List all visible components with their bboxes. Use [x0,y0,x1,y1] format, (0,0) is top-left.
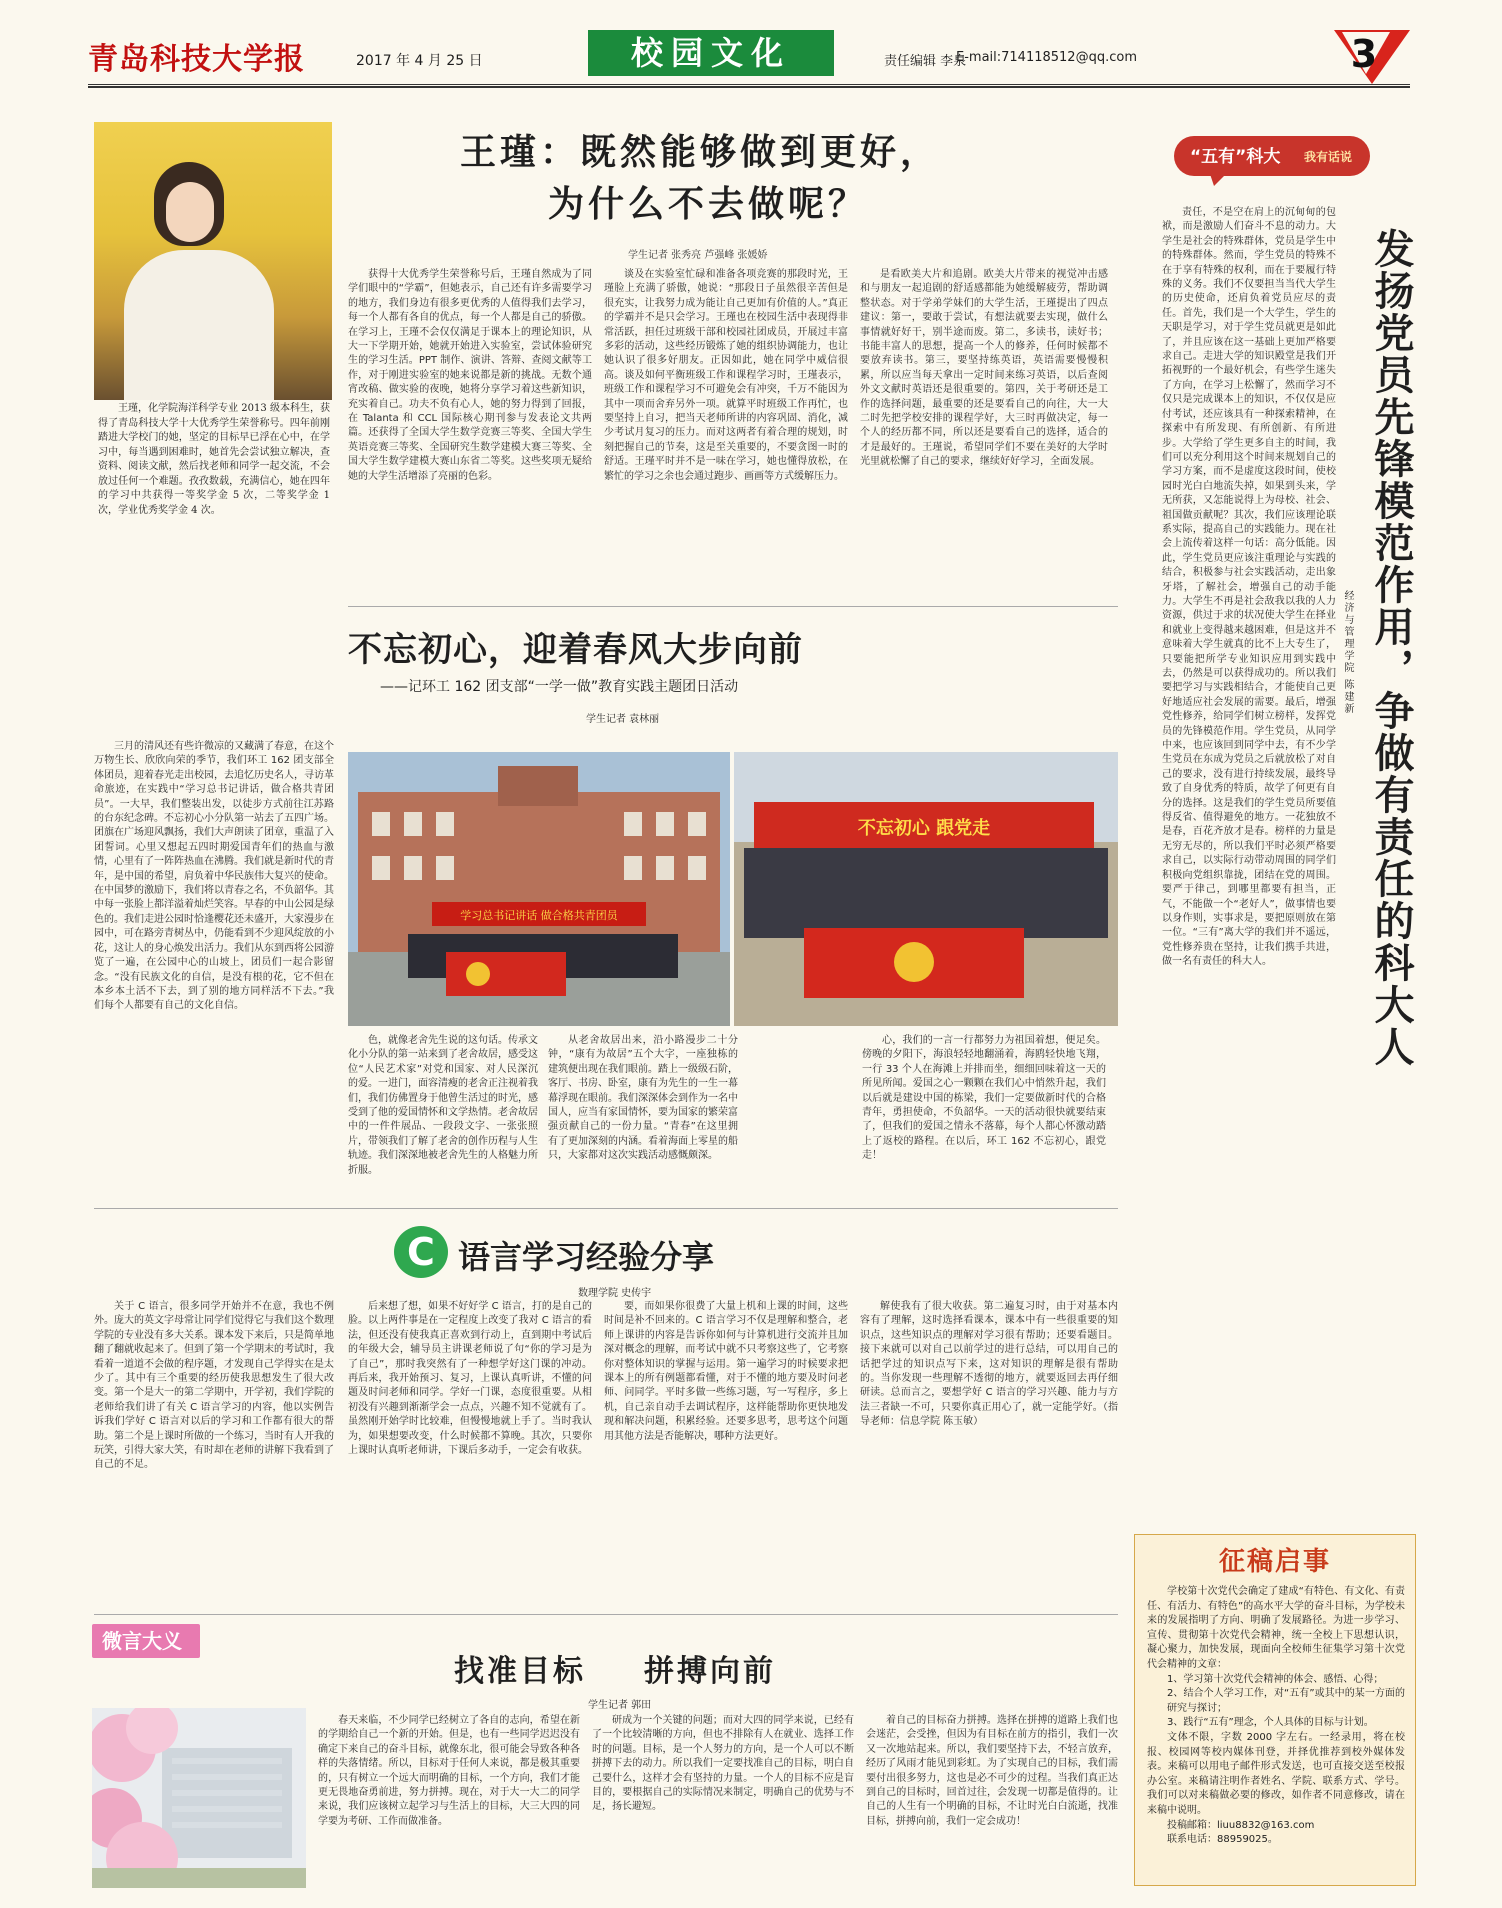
call-for-papers-email: 投稿邮箱：liuu8832@163.com [1167,1819,1315,1831]
rightcol-body: 责任，不是空在肩上的沉甸甸的包袱，而是激励人们奋斗不息的动力。大学生是社会的特殊群体，党员是学生中的特殊群体。然而，学生党员的特殊不在于享有特殊的权利，而在于要履行特殊的义务。我们不仅要担当当代大学生的历史使命，还肩负着党员应尽的责任。首先，我们是一个大学生，学生的天职是学习，对于学生党员就更是如此了，并且应该在这一基础上更加严格要求自己。走进大学的知识殿堂是我们开拓视野的一个最好机会，有些学生迷失了方向，在学习上松懈了，然而学习不仅只是完成课本上的知识，不仅仅是应付考试，还应该具有一种探索精神，在探索中有所发现、有所创新、有所进步。大学给了学生更多自主的时间，我们可以充分利用这个时间来规划自己的学习方案，而不是虚度这段时间，使校园时光白白地流失掉，如果到头来，学无所获，又怎能说得上为母校、社会、祖国做贡献呢？其次，我们应该理论联系实际，提高自己的实践能力。现在社会上流传着这样一句话：高分低能。因此，学生党员更应该注重理论与实践的结合，积极参与社会实践活动，走出象牙塔，了解社会，增强自己的动手能力。大学生不再是社会敌我以我的人力资源，供过于求的状况使大学生在择业和就业上变得越来越困难，但是这并不意味着大学生就真的比不上大专生了，只要能把所学专业知识应用到实践中去，仍然是可以获得成功的。所以我们要把学习与实践相结合，才能使自己更好地适应社会发展的需要。最后，增强党性修养，给同学们树立榜样，发挥党员的先锋模范作用。学生党员，从同学中来，也应该回到同学中去，有不少学生党员在东成为党员之后就放松了对自己的要求，没有进行持续发展，最终导致了自身优秀的特质，故学了何更有自分的选择。这是我们的学生党员所要值得反省、值得避免的地方。一花独放不是春，百花齐放才是春。榜样的力量是无穷无尽的，所以我们平时必须严格要求自己，以实际行动带动周围的同学们积极向党组织靠拢，团结在党的周围。要严于律己，到哪里都要有担当，正气，不能做一个“老好人”，做事情也要以身作则，实事求是，要把原则放在第一位。“三有”离大学的我们并不遥远，党性修养贵在坚持，让我们携手共进，做一名有责任的科大人。 [1162,207,1336,968]
banner-text-1: 学习总书记讲话 做合格共青团员 [460,909,618,922]
article3-column-2: 后来想了想，如果不好好学 C 语言，打的是自己的脸。以上两件事是在一定程度上改变了我对 C 语言的看法，但还没有使我真正喜欢到行动上，直到期中考试后的年级大会，辅导员主讲课老师说了句“你的学习是为了自己”，那时我突然有了一种想学好这门课的冲动。再后来，我开始预习、复习，上课认真听讲，不懂的问题及时问老师和同学。学好一门课，态度很重要。从相初没有兴趣到渐渐学会一点点，兴趣不知不觉就有了。虽然刚开始学时比较难，但慢慢地就上手了。当时我认为，如果想要改变，什么时候都不算晚。其次，只要你上课时认真听老师讲，下课后多动手，一定会有收获。 [348,1301,592,1457]
article4-byline: 学生记者 郭田 [588,1700,652,1711]
responsible-editor: 责任编辑 李泉 [884,54,967,69]
masthead [88,30,1410,82]
portrait-photo [94,122,332,400]
page-number-badge [1334,28,1410,84]
section-divider [348,606,1118,607]
group-photo-beach [734,752,1118,1026]
section-title: 校园文化 [588,30,834,76]
group-photo-building [348,752,730,1026]
banner-text-2: 不忘初心 跟党走 [857,818,991,839]
article1-column-2: 谈及在实验室忙碌和准备各项竞赛的那段时光，王瑾脸上充满了骄傲，她说：“那段日子虽然很辛苦但是很充实，让我努力成为能让自己更加有价值的人。”真正的学霸并不是只会学习。王瑾也在校园生活中表现得非常活跃，担任过班级干部和校园社团成员，开展过丰富多彩的活动，这些经历锻炼了她的组织协调能力，也让她认识了很多好朋友。正因如此，她在同学中威信很高。谈及如何平衡班级工作和课程学习时，王瑾表示，班级工作和课程学习不可避免会有冲突，千万不能因为其中一项而舍弃另外一项。就算平时班级工作再忙，也要坚持上自习，把当天老师所讲的内容巩固、消化，减少考试月复习的压力。而对这两者有着合理的规划，时刻把握自己的节奏，这是至关重要的，不要贪图一时的舒适。王瑾平时并不是一味在学习，她也懂得放松，在繁忙的学习之余也会通过跑步、画画等方式缓解压力。 [604,269,848,482]
page-number: 3 [1350,32,1378,76]
article4-title-part1: 找准目标 [454,1654,586,1689]
weiyan-section-tag: 微言大义 [92,1624,200,1658]
campus-blossom-image [92,1708,306,1888]
section-divider [94,1208,1118,1209]
call-for-papers-item: 1、学习第十次党代会精神的体会、感悟、心得； [1167,1673,1384,1685]
section-divider [94,1614,1118,1615]
article1-title-line1: 王瑾：既然能够做到更好， [460,131,941,173]
article2-column-1: 三月的清风还有些许微凉的又藏满了春意，在这个万物生长、欣欣向荣的季节，我们环工 162 团支部全体团员，迎着春光走出校园，去追忆历史名人，寻访革命旅迹，在实践中“学习总书记讲话，做合格共青团员”。一大早，我们整装出发，以徒步方式前往江苏路的台东纪念碑。不忘初心小分队第一站去了五四广场。团旗在广场迎风飘扬，我们大声朗读了团章，重温了入团誓词。心里又想起五四时期爱国青年们的热血与激情，心里有了一阵阵热血在沸腾。我们就是新时代的青年，是中国的希望，肩负着中华民族伟大复兴的使命。在中国梦的激励下，我们将以青春之名，不负韶华。其中每一张脸上都洋溢着灿烂笑容。早春的中山公园是绿色的。我们走进公园时恰逢樱花还未盛开，大家漫步在园中，可在路旁青树丛中，仍能看到不少迎风绽放的小花，这让人的身心焕发出活力。我们从东到西将公园游览了一遍，在公园中心的山坡上，团员们一起合影留念。“没有民族文化的自信，是没有根的花，它不但在本乡本土活不下去，到了别的地方同样活不下去。”我们每个人都要有自己的文化自信。 [94,741,334,1012]
wuyou-tag-main: “五有”科大 [1190,147,1281,167]
article1-column-3: 是看欧美大片和追剧。欧美大片带来的视觉冲击感和与朋友一起追剧的舒适感都能为她缓解疲劳，帮助调整状态。对于学弟学妹们的大学生活，王瑾提出了四点建议：第一，要敢于尝试，有想法就要去实现，做什么事情就好好干，别半途而废。第二，多读书，读好书；书能丰富人的思想，提高一个人的修养，任何时候都不要放弃读书。第三，要坚持练英语，英语需要慢慢积累，所以应当每天拿出一定时间来练习英语，以后查阅外文文献时英语还是很重要的。第四，关于考研还是工作的选择问题，最重要的还是要看自己的向往，大一大二时先把学校安排的课程学好，大三时再做决定，每一个人的经历都不同，所以还是要看自己的选择，适合的才是最好的。王瑾说，希望同学们不要在美好的大学时光里就松懈了自己的要求，继续好好学习，全面发展。 [860,269,1108,468]
wuyou-column-tag [1170,130,1380,186]
call-for-papers-box [1134,1534,1416,1886]
article2-byline: 学生记者 袁林丽 [586,714,660,725]
article4-column-1: 春天来临，不少同学已经树立了各自的志向，希望在新的学期给自己一个新的开始。但是，也有一些同学迟迟没有确定下来自己的奋斗目标，就像东北，很可能会导致各种各样的失落情绪。所以，目标对于任何人来说，都是极其重要的，只有树立一个远大而明确的目标，一个方向，我们才能更无畏地奋勇前进，努力拼搏。现在，对于大一大二的同学来说，我们应该树立起学习与生活上的目标，大三大四的同学要为考研、工作而做准备。 [318,1715,580,1827]
article1-column-1: 获得十大优秀学生荣誉称号后，王瑾自然成为了同学们眼中的“学霸”，但她表示，自己还有许多需要学习的地方，我们身边有很多更优秀的人值得我们去学习，每一个人都有各自的优点，每一个人都是自己的骄傲。在学习上，王瑾不会仅仅满足于课本上的理论知识，从大一下学期开始，她就开始进入实验室，尝试体验研究生的学习生活。PPT 制作、演讲、答辩、查阅文献等工作，对于刚进实验室的她来说都是新的挑战。无数个通宵改稿、做实验的夜晚，她将分享学习着这些新知识，充实着自己。功夫不负有心人，她的努力得到了回报，在 Talanta 和 CCL 国际核心期刊参与发表论文共两篇。还获得了全国大学生数学竞赛三等奖、全国大学生英语竞赛三等奖、全国研究生数学建模大赛三等奖、全国大学生数学建模大赛山东省二等奖。这些奖项无疑给她的大学生活增添了亮丽的色彩。 [348,269,592,482]
masthead-rule [88,84,1410,88]
campus-blossom-photo [92,1708,306,1888]
article3-byline: 数理学院 史传宇 [578,1288,652,1299]
article4-column-3: 着自己的目标奋力拼搏。选择在拼搏的道路上我们也会迷茫，会受挫，但因为有目标在前方的指引，我们一次又一次地站起来。所以，我们要坚持下去，不轻言放弃，经历了风雨才能见到彩虹。为了实现自己的目标，我们需要付出很多努力，这也是必不可少的过程。当我们真正达到自己的目标时，回首过往，会发现一切都是值得的。让自己的人生有一个明确的目标，不让时光白白流逝，找准目标，拼搏向前，我们一定会成功！ [866,1715,1118,1827]
article1-title-line2: 为什么不去做呢？ [548,183,869,225]
article1-byline: 学生记者 张秀亮 芦强峰 张媛娇 [628,250,768,261]
call-for-papers-phone: 联系电话：88959025。 [1167,1834,1278,1846]
newspaper-logo: 青岛科技大学报 [88,42,305,77]
c-language-logo: C [394,1226,448,1278]
call-for-papers-item: 3、践行“五有”理念，个人具体的目标与计划。 [1167,1717,1374,1729]
call-for-papers-title: 征稿启事 [1218,1547,1331,1577]
article3-column-3: 要，而如果你很费了大量上机和上课的时间，这些时间是补不回来的。C 语言学习不仅是理解和整合，老师上课讲的内容是告诉你如何与计算机进行交流并且加深对概念的理解，而考试中就不只考察这些了，它考察你对整体知识的掌握与运用。第一遍学习的时候要求把课本上的所有例题都看懂，对于不懂的地方要及时问老师、问同学。平时多做一些练习题，写一写程序，多上机，自己亲自动手去调试程序，这样能帮助你更快地发现和解决问题，积累经验。还要多思考，思考这个问题用其他方法是否能解决，哪种方法更好。 [604,1301,848,1442]
article2-column-3: 从老舍故居出来，沿小路漫步二十分钟，“康有为故居”五个大字，一座独栋的建筑便出现在我们眼前。踏上一级级石阶，客厅、书房、卧室，康有为先生的一生一幕幕浮现在眼前。我们深深体会到作为一名中国人，应当有家国情怀，要为国家的繁荣富强贡献自己的一份力量。“青春”在这里拥有了更加深刻的内涵。看着海面上零星的船只，大家都对这次实践活动感慨颇深。 [548,1035,738,1162]
wuyou-tag-sub: 我有话说 [1304,150,1353,164]
article2-column-4: 心，我们的一言一行都努力为祖国着想，便足矣。傍晚的夕阳下，海浪轻轻地翻涌着，海鸥轻快地飞翔，一行 33 个人在海滩上并排而坐，细细回味着这一天的所见所闻。爱国之心一颗颗在我们心中悄然升起，我们以后就是建设中国的栋梁，我们一定要做新时代的合格青年，勇担使命，不负韶华。一天的活动很快就要结束了，但我们的爱国之情永不落幕，每个人都心怀激动踏上了返校的路程。在以后，环工 162 不忘初心，跟党走！ [862,1035,1106,1162]
call-for-papers-body [1147,1585,1405,1848]
call-for-papers-item: 2、结合个人学习工作，对“五有”或其中的某一方面的研究与探讨； [1167,1688,1405,1714]
article2-column-2: 色，就像老舍先生说的这句话。传承文化小分队的第一站来到了老舍故居，感受这位“人民艺术家”对党和国家、对人民深沉的爱。一进门，面容清瘦的老舍正注视着我们，我们仿佛置身于他曾生活过的时光，感受到了他的爱国情怀和文学热情。老舍故居中的一件件展品、一段段文字、一张张照片，带领我们了解了老舍的创作历程与人生轨迹。我们深深地被老舍先生的人格魅力所折服。 [348,1035,538,1176]
call-for-papers-requirements: 文体不限，字数 2000 字左右。一经录用，将在校报、校园网等校内媒体刊登，并择优推荐到校外媒体发表。来稿可以用电子邮件形式发送，也可直接交送至校报办公室。来稿请注明作者姓名、学院、联系方式、学号。我们可以对来稿做必要的修改，如作者不同意修改，请在来稿中说明。 [1147,1731,1405,1816]
rightcol-author: 经济与管理学院 陈建新 [1342,590,1353,716]
article2-title: 不忘初心，迎着春风大步向前 [348,630,803,670]
article4-column-2: 研成为一个关键的问题；而对大四的同学来说，已经有了一个比较清晰的方向，但也不排除有人在就业、选择工作时的问题。目标，是一个人努力的方向，是一个人可以不断拼搏下去的动力。所以我们一定要找准自己的目标，明白自己要什么，这样才会有坚持的力量。一个人的目标不应是盲目的，要根据自己的实际情况来制定，明确自己的优势与不足，扬长避短。 [592,1715,854,1813]
article3-column-1: 关于 C 语言，很多同学开始并不在意，我也不例外。庞大的英文字母常让同学们觉得它与我们这个数理学院的专业没有多大关系。课本发下来后，只是简单地翻了翻就收起来了。但到了第一个学期末的考试时，我看着一道道不会做的程序题，才发现自己学得实在是太少了。其中有三个重要的经历使我思想发生了很大改变。第一个是大一的第二学期中，开学初，我们学院的老师给我们讲了有关 C 语言学习的内容，他以实例告诉我们学好 C 语言对以后的学习和工作都有很大的帮助。第二个是上课时所做的一个练习，当时有人开我的玩笑，引得大家大笑，有时却在老师的讲解下我看到了自己的不足。 [94,1301,334,1471]
article3-column-4: 解使我有了很大收获。第二遍复习时，由于对基本内容有了理解，这时选择看课本，课本中有一些很重要的知识点，这些知识点的理解对学习很有帮助；还要看题目。接下来就可以对自己以前学过的进行总结，可以用自己的话把学过的知识点写下来，这对知识的理解是很有帮助的。当你发现一些理解不透彻的地方，就要返回去再仔细研读。总而言之，要想学好 C 语言的学习兴趣、能力与方法三者缺一不可，只要你真正用心了，就一定能学好。（指导老师：信息学院 陈玉敏） [860,1301,1118,1428]
portrait-caption: 王瑾，化学院海洋科学专业 2013 级本科生，获得了青岛科技大学十大优秀学生荣誉称号。四年前刚踏进大学校门的她，坚定的目标早已浮在心中，在学习中，每当遇到困难时，她首先会尝试独立解决，查资料、阅读文献，然后找老师和同学一起交流，不会放过任何一个难题。孜孜数载，充满信心，她在四年的学习中共获得一等奖学金 5 次，二等奖学金 1 次，学业优秀奖学金 4 次。 [98,403,330,516]
group-photo-building-image [348,752,730,1026]
article2-subtitle: ——记环工 162 团支部“一学一做”教育实践主题团日活动 [380,679,739,695]
group-photo-beach-image [734,752,1118,1026]
article4-title-part2: 拼搏向前 [644,1654,776,1689]
editor-email: E-mail:714118512@qq.com [956,50,1137,65]
call-for-papers-intro: 学校第十次党代会确定了建成“有特色、有文化、有责任、有活力、有特色”的高水平大学的奋斗目标，为学校未来的发展指明了方向、明确了发展路径。为进一步学习、宣传、贯彻第十次党代会精神，统一全校上下思想认识，凝心聚力，加快发展，现面向全校师生征集学习第十次党代会精神的文章： [1147,1586,1405,1670]
rightcol-vertical-title: 发扬党员先锋模范作用，争做有责任的科大人 [1368,228,1415,1068]
article3-title: 语言学习经验分享 [458,1238,715,1276]
issue-date: 2017 年 4 月 25 日 [356,53,483,69]
